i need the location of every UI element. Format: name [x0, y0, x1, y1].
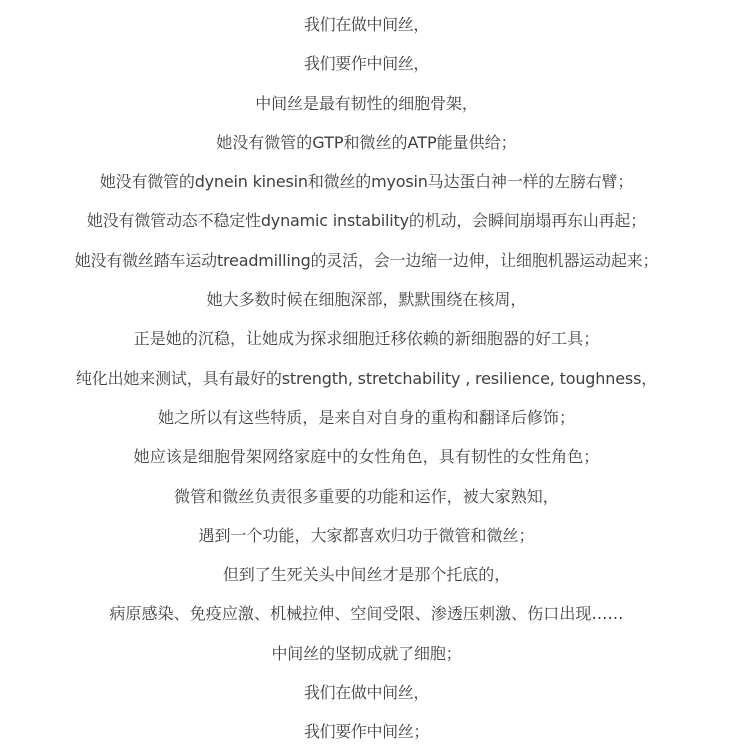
poem-line-10: 纯化出她来测试，具有最好的strength, stretchability , resilience, toughness， [75, 368, 658, 388]
poem-line-2: 我们要作中间丝， [303, 54, 430, 74]
poem-line-9: 正是她的沉稳，让她成为探求细胞迁移依赖的新细胞器的好工具； [133, 329, 600, 349]
poem-text [0, 5, 733, 752]
poem-line-11: 她之所以有这些特质，是来自对自身的重构和翻译后修饰； [157, 407, 576, 427]
poem-line-1: 我们在做中间丝， [303, 15, 430, 34]
poem-line-5: 她没有微管的dynein kinesin和微丝的myosin马达蛋白神一样的左膀右臂； [99, 172, 634, 192]
poem-line-15: 但到了生死关头中间丝才是那个托底的， [222, 565, 511, 585]
poem-line-17: 中间丝的坚韧成就了细胞； [271, 643, 462, 663]
poem-line-18: 我们在做中间丝， [303, 683, 430, 703]
poem-line-12: 她应该是细胞骨架网络家庭中的女性角色，具有韧性的女性角色； [133, 447, 600, 467]
poem-line-4: 她没有微管的GTP和微丝的ATP能量供给； [216, 132, 517, 152]
poem-line-8: 她大多数时候在细胞深部，默默围绕在核周， [206, 290, 527, 310]
poem-line-6: 她没有微管动态不稳定性dynamic instability的机动，会瞬间崩塌再东山再起； [86, 211, 647, 231]
poem-line-3: 中间丝是最有韧性的细胞骨架， [255, 93, 478, 113]
poem-line-7: 她没有微丝踏车运动treadmilling的灵活，会一边缩一边伸，让细胞机器运动起来； [74, 250, 659, 270]
poem-line-13: 微管和微丝负责很多重要的功能和运作，被大家熟知， [174, 486, 559, 506]
poem-line-16: 病原感染、免疫应激、机械拉伸、空间受限、渗透压刺激、伤口出现…… [109, 604, 624, 624]
poem-line-19: 我们要作中间丝； [303, 722, 430, 742]
poem-line-14: 遇到一个功能，大家都喜欢归功于微管和微丝； [198, 525, 535, 545]
